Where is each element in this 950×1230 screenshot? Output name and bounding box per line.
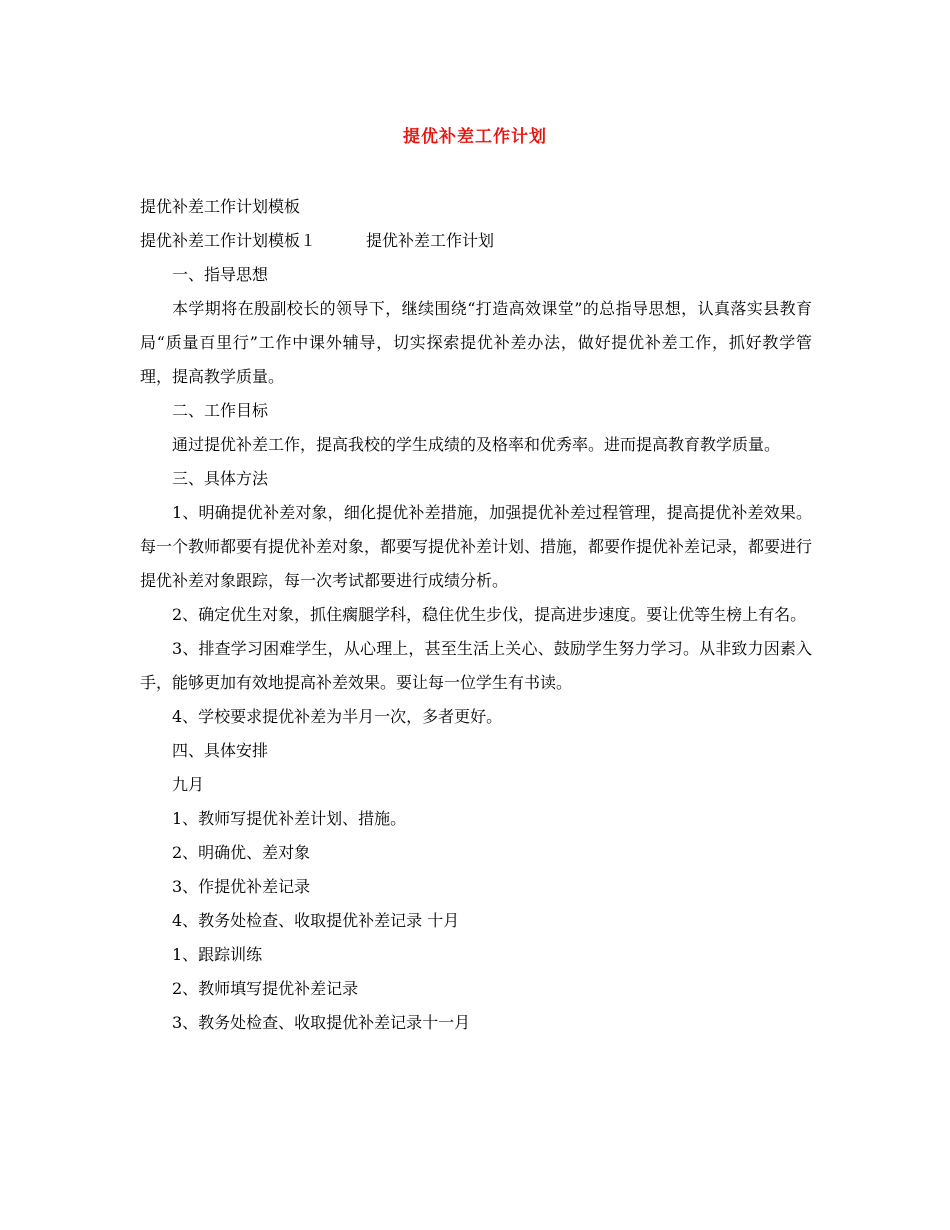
list-item: 3、教务处检查、收取提优补差记录十一月 [172,1013,471,1032]
paragraph-method-2: 2、确定优生对象，抓住瘸腿学科，稳住优生步伐，提高进步速度。要让优等生榜上有名。 [172,605,807,624]
template-heading: 提优补差工作计划模板 [140,197,301,216]
list-item: 4、教务处检查、收取提优补差记录 十月 [172,911,460,930]
paragraph-method-3: 3、排查学习困难学生，从心理上，甚至生活上关心、鼓励学生努力学习。从非致力因素入手，能够更加有效地提高补差效果。要让每一位学生有书读。 [140,639,812,692]
list-item: 1、跟踪训练 [172,945,263,964]
template-subheading-left: 提优补差工作计划模板１ [140,231,317,250]
list-item: 3、作提优补差记录 [172,877,311,896]
template-subheading [140,224,812,258]
paragraph-goals: 通过提优补差工作，提高我校的学生成绩的及格率和优秀率。进而提高教育教学质量。 [172,435,781,454]
section-heading-goals: 二、工作目标 [172,401,269,420]
list-item: 2、教师填写提优补差记录 [172,979,359,998]
list-item: 2、明确优、差对象 [172,843,311,862]
template-subheading-right: 提优补差工作计划 [366,231,495,250]
schedule-month: 九月 [172,775,205,794]
section-heading-methods: 三、具体方法 [172,469,269,488]
section-heading-guiding: 一、指导思想 [172,265,269,284]
paragraph-method-1: 1、明确提优补差对象，细化提优补差措施，加强提优补差过程管理，提高提优补差效果。每一个教师都要有提优补差对象，都要写提优补差计划、措施，都要作提优补差记录，都要进行提优补差对象跟踪，每一次考试都要进行成绩分析。 [140,503,813,590]
paragraph-guiding: 本学期将在殷副校长的领导下，继续围绕“打造高效课堂”的总指导思想，认真落实县教育局“质量百里行”工作中课外辅导，切实探索提优补差办法，做好提优补差工作，抓好教学管理，提高教学质量。 [140,299,812,386]
list-item: 1、教师写提优补差计划、措施。 [172,809,407,828]
paragraph-method-4: 4、学校要求提优补差为半月一次，多者更好。 [172,707,503,726]
page-title: 提优补差工作计划 [403,127,547,147]
document-body [140,190,812,1040]
section-heading-schedule: 四、具体安排 [172,741,269,760]
